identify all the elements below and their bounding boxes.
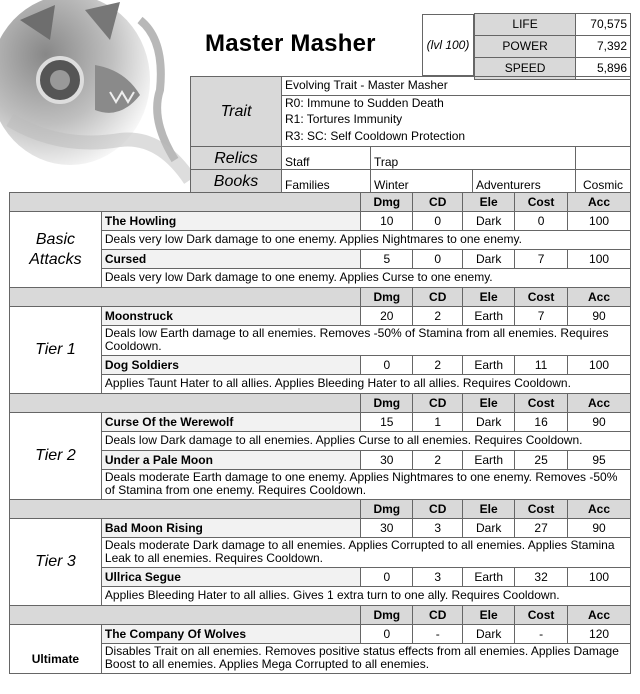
stat-life-value: 70,575 — [576, 14, 631, 36]
column-header-acc: Acc — [568, 606, 631, 625]
column-header-dmg: Dmg — [361, 288, 413, 307]
skill-acc: 100 — [568, 250, 631, 269]
column-header-cost: Cost — [515, 500, 568, 519]
skill-acc: 100 — [568, 568, 631, 587]
column-header-cost: Cost — [515, 193, 568, 212]
column-header-cd: CD — [413, 606, 463, 625]
skill-description: Deals very low Dark damage to one enemy. Applies Curse to one enemy. — [101, 269, 630, 288]
skill-ele: Dark — [463, 212, 515, 231]
skill-cost: 27 — [515, 519, 568, 538]
skill-description: Deals very low Dark damage to one enemy. Applies Nightmares to one enemy. — [101, 231, 630, 250]
skill-name: Ullrica Segue — [101, 568, 360, 587]
book-item: Winter — [371, 170, 473, 193]
skill-cd: - — [413, 625, 463, 644]
relic-item: Trap — [371, 147, 576, 170]
skill-cd: 2 — [413, 307, 463, 326]
tier-header-spacer — [10, 288, 361, 307]
skill-acc: 90 — [568, 307, 631, 326]
skill-ele: Dark — [463, 625, 515, 644]
trait-line-r1: R1: Tortures Immunity — [282, 111, 631, 127]
relic-empty — [576, 147, 631, 170]
skill-cd: 3 — [413, 568, 463, 587]
skill-description: Applies Bleeding Hater to all allies. Gives 1 extra turn to one ally. Requires Cooldown. — [101, 587, 630, 606]
skill-description: Disables Trait on all enemies. Removes positive status effects from all enemies. Applies Damage Boost to all enemies. Applies Mega Corrupted to all enemies. — [101, 644, 630, 674]
skill-ele: Earth — [463, 307, 515, 326]
column-header-cost: Cost — [515, 394, 568, 413]
trait-title: Evolving Trait - Master Masher — [282, 77, 631, 96]
tier-label: Tier 3 — [10, 519, 102, 606]
skill-name: Bad Moon Rising — [101, 519, 360, 538]
tier-label: Ultimate — [10, 625, 102, 674]
column-header-acc: Acc — [568, 394, 631, 413]
skill-cd: 2 — [413, 451, 463, 470]
skill-cost: 0 — [515, 212, 568, 231]
tier-label: Tier 2 — [10, 413, 102, 500]
skill-dmg: 0 — [361, 625, 413, 644]
skill-dmg: 30 — [361, 451, 413, 470]
column-header-cd: CD — [413, 394, 463, 413]
skill-ele: Dark — [463, 250, 515, 269]
skill-dmg: 15 — [361, 413, 413, 432]
column-header-dmg: Dmg — [361, 500, 413, 519]
skill-ele: Earth — [463, 568, 515, 587]
column-header-acc: Acc — [568, 288, 631, 307]
skill-ele: Earth — [463, 356, 515, 375]
skill-cd: 0 — [413, 250, 463, 269]
stat-life-label: LIFE — [475, 14, 576, 36]
column-header-ele: Ele — [463, 288, 515, 307]
tier-header-spacer — [10, 606, 361, 625]
skill-name: Cursed — [101, 250, 360, 269]
skill-cost: 25 — [515, 451, 568, 470]
skill-cd: 0 — [413, 212, 463, 231]
skill-name: Dog Soldiers — [101, 356, 360, 375]
skill-cost: 7 — [515, 307, 568, 326]
relic-item: Staff — [282, 147, 371, 170]
skill-dmg: 5 — [361, 250, 413, 269]
hero-portrait — [0, 0, 192, 192]
stat-speed-value: 5,896 — [576, 58, 631, 80]
column-header-dmg: Dmg — [361, 193, 413, 212]
book-item: Cosmic — [576, 170, 631, 193]
hero-level: (lvl 100) — [422, 14, 474, 76]
column-header-acc: Acc — [568, 500, 631, 519]
column-header-ele: Ele — [463, 606, 515, 625]
skill-cost: 32 — [515, 568, 568, 587]
stats-table — [474, 13, 631, 80]
tier-header-spacer — [10, 500, 361, 519]
books-label: Books — [191, 170, 282, 193]
skill-name: Curse Of the Werewolf — [101, 413, 360, 432]
skill-name: The Howling — [101, 212, 360, 231]
skill-cost: - — [515, 625, 568, 644]
column-header-dmg: Dmg — [361, 606, 413, 625]
skill-cd: 1 — [413, 413, 463, 432]
info-table — [190, 76, 631, 193]
stat-power-value: 7,392 — [576, 36, 631, 58]
skill-ele: Dark — [463, 413, 515, 432]
column-header-cost: Cost — [515, 606, 568, 625]
skill-dmg: 10 — [361, 212, 413, 231]
skill-description: Deals low Dark damage to all enemies. Applies Curse to all enemies. Requires Cooldown. — [101, 432, 630, 451]
book-item: Adventurers — [473, 170, 576, 193]
skill-description: Deals low Earth damage to all enemies. Removes -50% of Stamina from all enemies. Requires Cooldown. — [101, 326, 630, 356]
column-header-ele: Ele — [463, 500, 515, 519]
column-header-acc: Acc — [568, 193, 631, 212]
column-header-dmg: Dmg — [361, 394, 413, 413]
skill-description: Applies Taunt Hater to all allies. Applies Bleeding Hater to all allies. Requires Cooldown. — [101, 375, 630, 394]
skill-acc: 100 — [568, 212, 631, 231]
skill-name: Under a Pale Moon — [101, 451, 360, 470]
column-header-cd: CD — [413, 500, 463, 519]
skill-name: The Company Of Wolves — [101, 625, 360, 644]
skill-ele: Dark — [463, 519, 515, 538]
skill-dmg: 0 — [361, 356, 413, 375]
tier-label: Tier 1 — [10, 307, 102, 394]
book-item: Families — [282, 170, 371, 193]
skill-acc: 95 — [568, 451, 631, 470]
trait-line-r3: R3: SC: Self Cooldown Protection — [282, 128, 631, 147]
skill-dmg: 20 — [361, 307, 413, 326]
skill-name: Moonstruck — [101, 307, 360, 326]
hero-name: Master Masher — [205, 30, 376, 57]
skill-cost: 11 — [515, 356, 568, 375]
tier-header-spacer — [10, 193, 361, 212]
skill-dmg: 30 — [361, 519, 413, 538]
skill-cd: 2 — [413, 356, 463, 375]
skill-acc: 120 — [568, 625, 631, 644]
skill-acc: 90 — [568, 413, 631, 432]
skill-cost: 16 — [515, 413, 568, 432]
column-header-cd: CD — [413, 193, 463, 212]
stat-power-label: POWER — [475, 36, 576, 58]
column-header-cd: CD — [413, 288, 463, 307]
trait-line-r0: R0: Immune to Sudden Death — [282, 95, 631, 111]
skill-description: Deals moderate Dark damage to all enemies. Applies Corrupted to all enemies. Applies Stamina Leak to all enemies. Requires Cooldown. — [101, 538, 630, 568]
skill-acc: 90 — [568, 519, 631, 538]
skills-table — [9, 192, 631, 674]
skill-cd: 3 — [413, 519, 463, 538]
relics-label: Relics — [191, 147, 282, 170]
tier-label: Basic Attacks — [10, 212, 102, 288]
trait-label: Trait — [191, 77, 282, 147]
column-header-cost: Cost — [515, 288, 568, 307]
stat-speed-label: SPEED — [475, 58, 576, 80]
skill-cost: 7 — [515, 250, 568, 269]
skill-dmg: 0 — [361, 568, 413, 587]
skill-description: Deals moderate Earth damage to one enemy. Applies Nightmares to one enemy. Removes -50% of Stamina from one enemy. Requires Cooldown. — [101, 470, 630, 500]
column-header-ele: Ele — [463, 394, 515, 413]
skill-acc: 100 — [568, 356, 631, 375]
column-header-ele: Ele — [463, 193, 515, 212]
tier-header-spacer — [10, 394, 361, 413]
skill-ele: Earth — [463, 451, 515, 470]
